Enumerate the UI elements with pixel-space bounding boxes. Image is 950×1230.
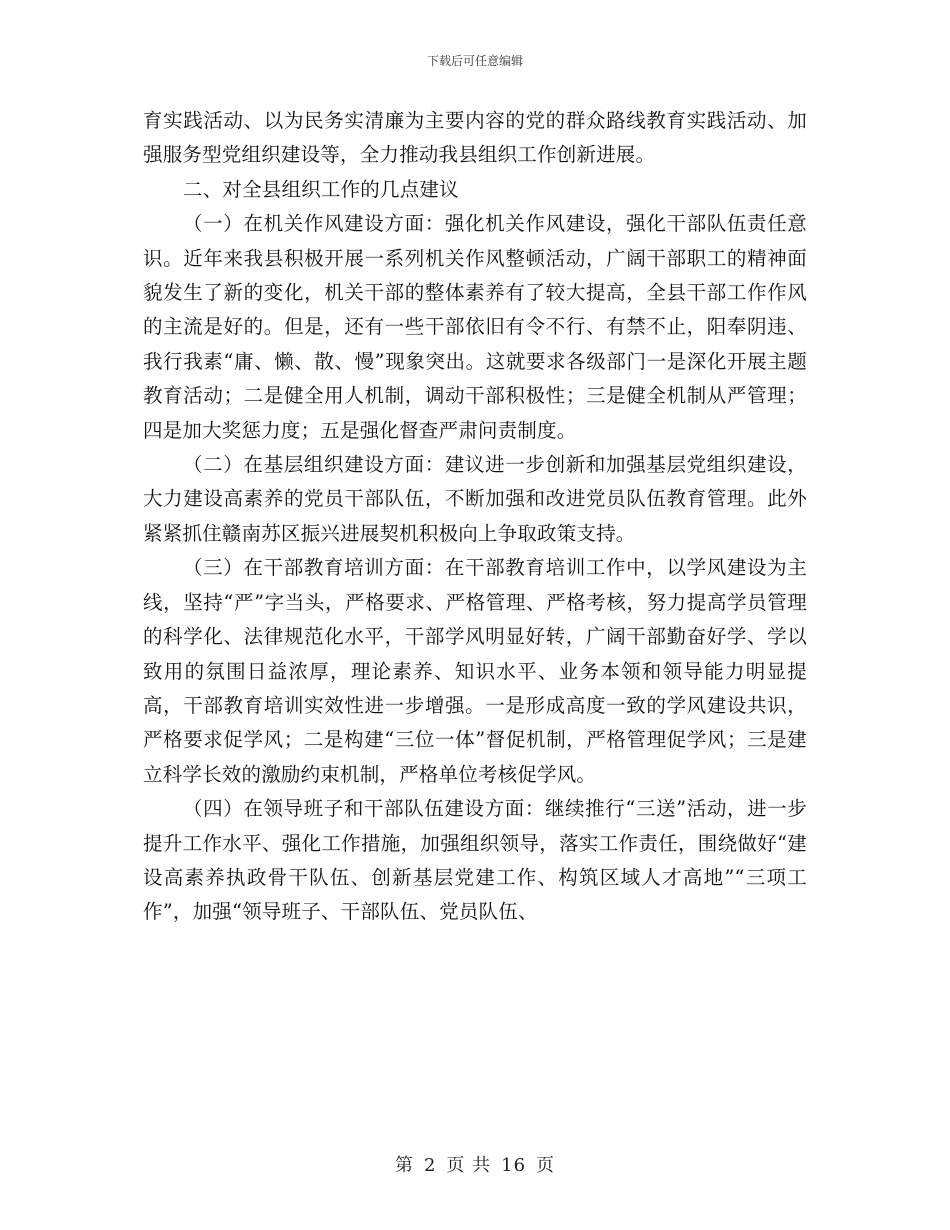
footer-prefix: 第 bbox=[394, 1155, 414, 1176]
paragraph-1: 育实践活动、以为民务实清廉为主要内容的党的群众路线教育实践活动、加强服务型党组织建设等，全力推动我县组织工作创新进展。 bbox=[143, 109, 807, 167]
paragraph-grassroots: （二）在基层组织建设方面：建议进一步创新和加强基层党组织建设，大力建设高素养的党员干部队伍，不断加强和改进党员队伍教育管理。此外紧紧抓住赣南苏区振兴进展契机积极向上争取政策支持。 bbox=[143, 453, 807, 545]
total-pages: 16 bbox=[501, 1155, 527, 1176]
footer-middle: 页 共 bbox=[446, 1155, 492, 1176]
footer-suffix: 页 bbox=[536, 1155, 556, 1176]
document-body bbox=[143, 104, 807, 930]
page-header: 下载后可任意编辑 bbox=[426, 54, 523, 68]
paragraph-leadership: （四）在领导班子和干部队伍建设方面：继续推行“三送”活动，进一步提升工作水平、强化工作措施，加强组织领导，落实工作责任，围绕做好“建设高素养执政骨干队伍、创新基层党建工作、构筑区域人才高地”“三项工作”，加强“领导班子、干部队伍、党员队伍、 bbox=[143, 797, 807, 924]
paragraph-training: （三）在干部教育培训方面：在干部教育培训工作中，以学风建设为主线，坚持“严”字当头，严格要求、严格管理、严格考核，努力提高学员管理的科学化、法律规范化水平，干部学风明显好转，广阔干部勤奋好学、学以致用的氛围日益浓厚，理论素养、知识水平、业务本领和领导能力明显提高，干部教育培训实效性进一步增强。一是形成高度一致的学风建设共识，严格要求促学风；二是构建“三位一体”督促机制，严格管理促学风；三是建立科学长效的激励约束机制，严格单位考核促学风。 bbox=[143, 556, 807, 786]
paragraph-work-style: （一）在机关作风建设方面：强化机关作风建设，强化干部队伍责任意识。近年来我县积极开展一系列机关作风整顿活动，广阔干部职工的精神面貌发生了新的变化，机关干部的整体素养有了较大提高，全县干部工作作风的主流是好的。但是，还有一些干部依旧有令不行、有禁不止，阳奉阴违、我行我素“庸、懒、散、慢”现象突出。这就要求各级部门一是深化开展主题教育活动；二是健全用人机制，调动干部积极性；三是健全机制从严管理；四是加大奖惩力度；五是强化督查严肃问责制度。 bbox=[143, 212, 807, 442]
page-footer bbox=[0, 1151, 950, 1177]
page-number: 2 bbox=[423, 1155, 437, 1176]
section-heading-suggestions: 二、对全县组织工作的几点建议 bbox=[183, 177, 459, 201]
